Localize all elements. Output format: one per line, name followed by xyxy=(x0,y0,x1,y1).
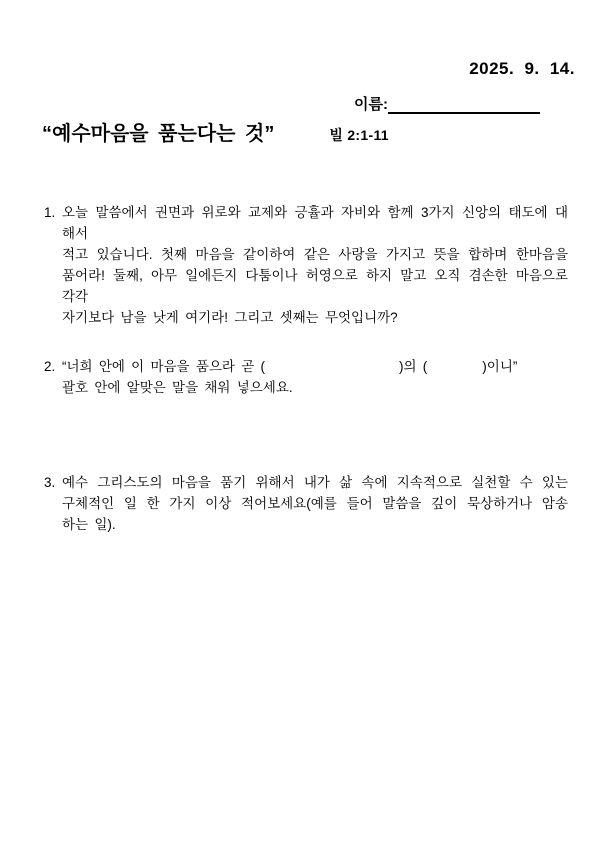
question-1-line: 적고 있습니다. 첫째 마음을 같이하여 같은 사랑을 가지고 뜻을 합하며 한마음을 xyxy=(62,247,568,262)
question-3-line: 예수 그리스도의 마음을 품기 위해서 내가 삶 속에 지속적으로 실천할 수 있는 xyxy=(62,475,568,490)
question-3-line: 구체적인 일 한 가지 이상 적어보세요(예를 들어 말씀을 깊이 묵상하거나 암송 xyxy=(62,496,568,511)
title-row xyxy=(42,117,389,146)
name-field-row xyxy=(354,93,540,114)
question-1-line: 오늘 말씀에서 권면과 위로와 교제와 긍휼과 자비와 함께 3가지 신앙의 태도에 대해서 xyxy=(62,205,568,241)
question-3-text xyxy=(62,472,568,535)
answer-blank xyxy=(427,370,482,371)
question-3-number: 3. xyxy=(44,475,56,490)
question-1-line: 자기보다 남을 낫게 여기라! 그리고 셋째는 무엇입니까? xyxy=(62,310,398,325)
question-2-instruction-line: 괄호 안에 알맞은 말을 채워 넣으세요. xyxy=(62,380,293,395)
question-3 xyxy=(44,472,568,535)
question-2-text-segment: “너희 안에 이 마음을 품으라 곧 ( xyxy=(62,359,265,374)
question-1 xyxy=(44,202,568,328)
question-2-text-segment: )이니” xyxy=(482,359,518,374)
page-title: “예수마음을 품는다는 것” xyxy=(42,123,275,145)
scripture-reference: 빌 2:1-11 xyxy=(329,127,389,143)
question-3-line: 하는 일). xyxy=(62,517,116,532)
question-2 xyxy=(44,356,568,398)
question-1-number: 1. xyxy=(44,205,56,220)
question-1-line: 품어라! 둘째, 아무 일에든지 다툼이나 허영으로 하지 말고 오직 겸손한 마음으로 각각 xyxy=(62,268,568,304)
name-label: 이름: xyxy=(354,96,388,113)
question-2-text-segment: )의 ( xyxy=(399,359,428,374)
name-fill-line xyxy=(388,97,540,114)
question-2-number: 2. xyxy=(44,359,56,374)
question-2-text xyxy=(62,356,568,398)
question-1-text xyxy=(62,202,568,328)
answer-blank xyxy=(265,370,399,371)
question-2-verse-line xyxy=(62,356,568,377)
date-text: 2025. 9. 14. xyxy=(469,59,575,78)
